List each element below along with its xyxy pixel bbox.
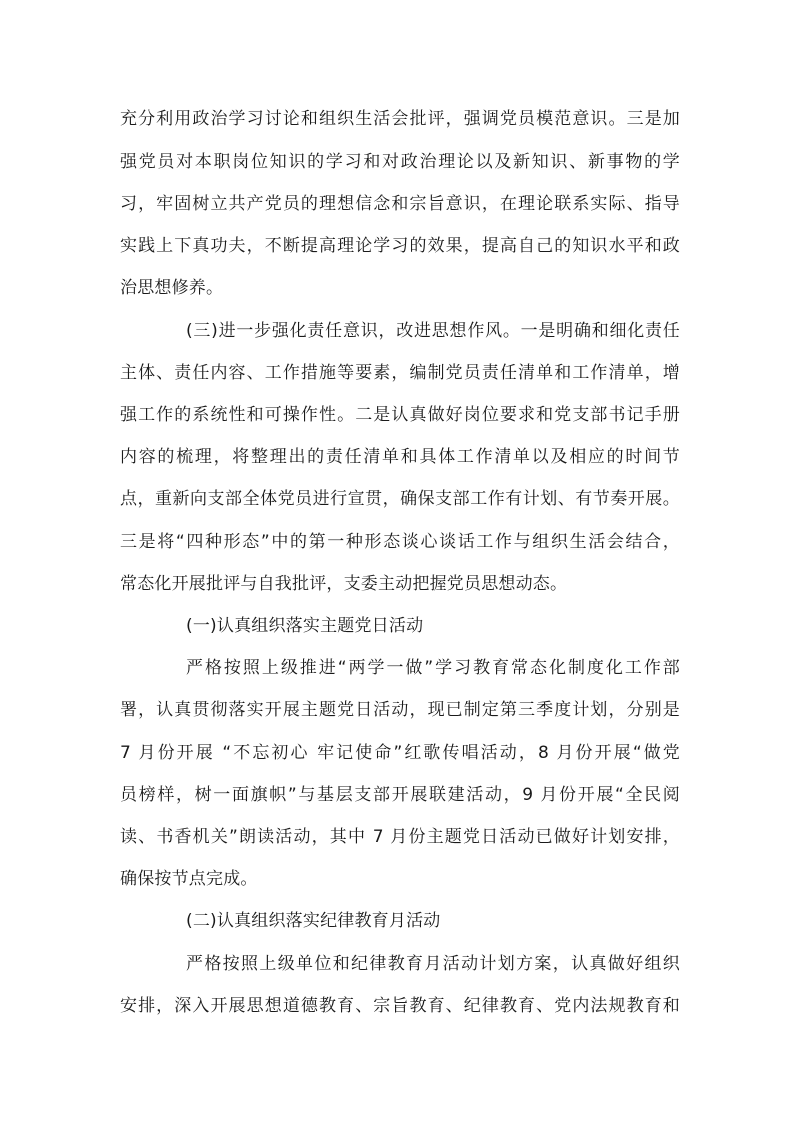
- section-heading-3: (三)进一步强化责任意识，改进思想作风。一是明确和细化责任: [186, 321, 680, 341]
- paragraph-line: 三是将“四种形态”中的第一种形态谈心谈话工作与组织生活会结合，: [120, 532, 680, 552]
- paragraph-line: 严格按照上级单位和纪律教育月活动计划方案，认真做好组织: [186, 954, 680, 974]
- paragraph-line: 实践上下真功夫，不断提高理论学习的效果，提高自己的知识水平和政: [120, 236, 680, 256]
- paragraph-line: 强党员对本职岗位知识的学习和对政治理论以及新知识、新事物的学: [120, 152, 680, 172]
- paragraph-line: 严格按照上级推进“两学一做”学习教育常态化制度化工作部: [186, 658, 680, 678]
- paragraph-line: 点，重新向支部全体党员进行宣贯，确保支部工作有计划、有节奏开展。: [120, 489, 680, 509]
- paragraph-line: 强工作的系统性和可操作性。二是认真做好岗位要求和党支部书记手册: [120, 405, 680, 425]
- paragraph-line: 常态化开展批评与自我批评，支委主动把握党员思想动态。: [120, 574, 568, 594]
- paragraph-line: 确保按节点完成。: [120, 869, 258, 889]
- paragraph-line: 读、书香机关”朗读活动，其中 7 月份主题党日活动已做好计划安排，: [120, 827, 680, 847]
- paragraph-line: 治思想修养。: [120, 278, 224, 298]
- paragraph-line: 充分利用政治学习讨论和组织生活会批评，强调党员模范意识。三是加: [120, 109, 680, 129]
- section-heading-1: (一)认真组织落实主题党日活动: [186, 616, 424, 636]
- paragraph-line: 内容的梳理，将整理出的责任清单和具体工作清单以及相应的时间节: [120, 447, 680, 467]
- section-heading-2: (二)认真组织落实纪律教育月活动: [186, 911, 441, 931]
- paragraph-line: 7 月份开展 “不忘初心 牢记使命”红歌传唱活动，8 月份开展“做党: [120, 743, 680, 763]
- paragraph-line: 安排，深入开展思想道德教育、宗旨教育、纪律教育、党内法规教育和: [120, 996, 680, 1016]
- paragraph-line: 习，牢固树立共产党员的理想信念和宗旨意识，在理论联系实际、指导: [120, 194, 680, 214]
- paragraph-line: 主体、责任内容、工作措施等要素，编制党员责任清单和工作清单，增: [120, 363, 680, 383]
- paragraph-line: 员榜样，树一面旗帜”与基层支部开展联建活动，9 月份开展“全民阅: [120, 785, 680, 805]
- paragraph-line: 署，认真贯彻落实开展主题党日活动，现已制定第三季度计划，分别是: [120, 700, 680, 720]
